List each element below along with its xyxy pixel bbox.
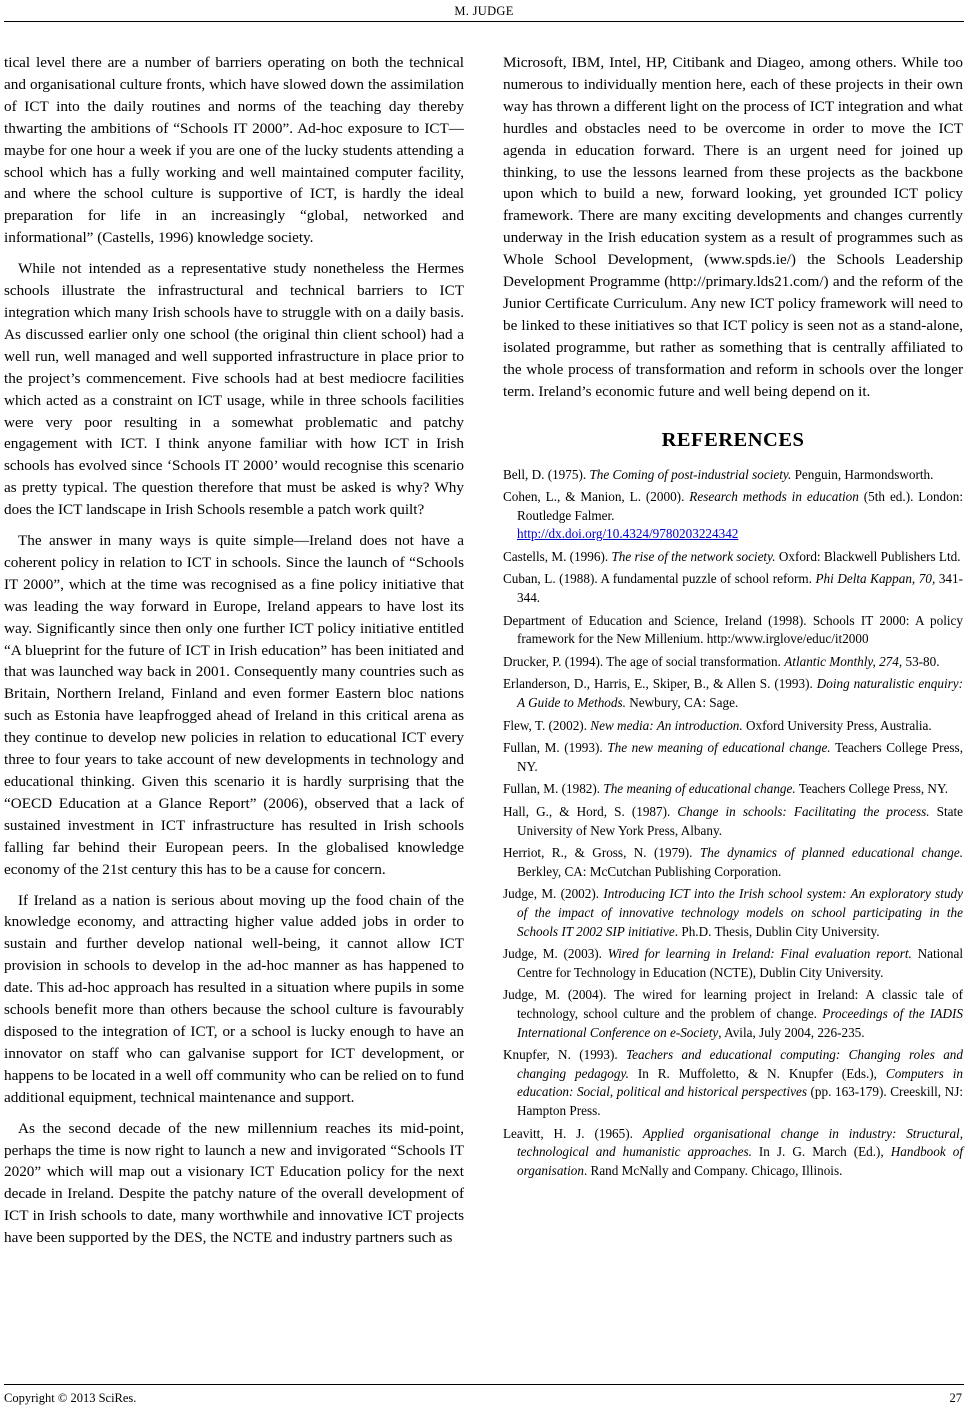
reference-text: Knupfer, N. (1993). <box>503 1047 627 1063</box>
reference-text: National Centre for Technology in Education (NCTE), Dublin City University. <box>517 946 963 980</box>
right-column <box>503 52 963 1184</box>
reference-title: The new meaning of educational change. <box>607 740 831 756</box>
reference-title: Computers in education: Social, political and historical perspectives <box>517 1065 964 1100</box>
reference-text: Penguin, Harmondsworth. <box>791 466 934 482</box>
reference-entry <box>503 548 963 567</box>
reference-entry <box>503 1125 963 1181</box>
reference-title: Proceedings of the IADIS International Conference on e-Society <box>517 1005 963 1040</box>
reference-text: Cuban, L. (1988). A fundamental puzzle of school reform. <box>503 571 816 587</box>
reference-title: The dynamics of planned educational change. <box>699 845 963 861</box>
reference-text: Cohen, L., & Manion, L. (2000). <box>503 489 690 505</box>
reference-title: Introducing ICT into the Irish school system: An exploratory study of the impact of innovative technology models on school participating in the Schools IT 2002 SIP initiative <box>517 886 964 939</box>
reference-title: The meaning of educational change. <box>603 781 796 797</box>
body-paragraph: While not intended as a representative study nonetheless the Hermes schools illustrate the infrastructural and technical barriers to ICT integration which many Irish schools have to struggle with on a daily basis. As discussed earlier only one school (the original thin client school) had a well run, well managed and well supported infrastructure in place prior to the project’s commencement. Five schools had at best mediocre facilities which acted as a constraint on ICT usage, while in three schools facilities were very poor resulting in a somewhat problematic and patchy engagement with ICT. I think anyone familiar with how ICT in Irish schools has evolved since ‘Schools IT 2000’ would recognise this scenario as pretty typical. The question therefore that must be asked is why? Why does the ICT landscape in Irish Schools resemble a patch work quilt? <box>4 260 464 519</box>
body-paragraph: tical level there are a number of barriers operating on both the technical and organisational culture fronts, which have slowed down the assimilation of ICT into the daily routines and norms of the teaching day thereby thwarting the ambitions of “Schools IT 2000”. Ad-hoc exposure to ICT—maybe for one hour a week if you are one of the lucky students attending a school which has a fully working and well maintained computer facility, and where the school culture is supportive of ICT, is hardly the ideal preparation for life in an increasingly “global, networked and informational” (Castells, 1996) knowledge society. <box>4 54 464 247</box>
reference-text: 341-344. <box>517 571 963 606</box>
body-paragraph: As the second decade of the new millennium reaches its mid-point, perhaps the time is now right to launch a new and invigorated “Schools IT 2020” which will map out a visionary ICT Education policy for the next decade in Ireland. Despite the patchy nature of the overall development of ICT in Irish schools to date, many worthwhile and innovative ICT projects have been supported by the DES, the NCTE and industry partners such as <box>4 1119 464 1247</box>
reference-text: Leavitt, H. J. (1965). <box>503 1125 643 1141</box>
reference-text: Castells, M. (1996). <box>503 548 612 564</box>
reference-text: Oxford: Blackwell Publishers Ltd. <box>775 548 961 564</box>
header-rule <box>4 21 964 22</box>
reference-title: Handbook of organisation <box>517 1144 963 1178</box>
reference-text: Fullan, M. (1982). <box>503 781 604 797</box>
reference-title: The Coming of post-industrial society. <box>589 466 792 482</box>
reference-text: Judge, M. (2003). <box>503 946 608 962</box>
reference-title: Teachers and educational computing: Changing roles and changing pedagogy. <box>517 1047 963 1081</box>
page-number: 27 <box>949 1391 962 1405</box>
reference-entry <box>503 488 963 544</box>
reference-text: Herriot, R., & Gross, N. (1979). <box>503 845 700 861</box>
reference-entry <box>503 466 963 485</box>
reference-entry <box>503 945 963 982</box>
reference-text: Judge, M. (2002). <box>503 886 604 902</box>
reference-text: Teachers College Press, NY. <box>517 740 963 774</box>
reference-text: , Avila, July 2004, 226-235. <box>718 1024 865 1040</box>
reference-entry <box>503 717 963 736</box>
reference-entry <box>503 653 963 672</box>
reference-title: Atlantic Monthly, 274, <box>784 653 903 669</box>
footer-rule <box>4 1384 964 1385</box>
reference-text: Hall, G., & Hord, S. (1987). <box>503 804 678 819</box>
body-paragraph: The answer in many ways is quite simple—Ireland does not have a coherent policy in relation to ICT in schools. Since the launch of “Schools IT 2000”, which at the time was recognised as a fine policy initiative that was leading the way forward in Europe, Ireland appears to have lost its way. Significantly since then only one further ICT policy initiative entitled “A blueprint for the future of ICT in Irish education” has been initiated and that was launched way back in 2001. Consequently many countries such as Britain, Northern Ireland, Finland and even former Eastern bloc nations such as Estonia have leapfrogged ahead of Ireland in this critical arena as they continue to develop new policies in relation to educational ICT every three to four years to take account of new developments in technology and educational thinking. Given this scenario it is hardly surprising that the “OECD Education at a Glance Report” (2006), observed that a lack of sustained investment in ICT infrastructure has resulted in Irish schools falling far behind their European peers. In the globalised knowledge economy of the 21st century this has to be a cause for concern. <box>4 532 464 878</box>
reference-title: Phi Delta Kappan, 70, <box>815 571 936 587</box>
reference-title: Applied organisational change in industry: Structural, technological and humanistic approaches. <box>517 1125 963 1160</box>
reference-title: Wired for learning in Ireland: Final evaluation report. <box>607 946 912 962</box>
body-paragraph: If Ireland as a nation is serious about moving up the food chain of the knowledge economy, and attracting higher value added jobs in order to sustain and further develop national well-being, it cannot allow ICT provision in schools to develop in the ad-hoc manner as has happened to date. This ad-hoc approach has resulted in a situation where pupils in some schools benefit more than others because the school culture is favourably disposed to the integration of ICT, or a school is lucky enough to have an innovator on staff who can galvanise support for ICT development, or happens to be located in a well off community who can be relied on to fund additional equipment, technical maintenance and support. <box>4 891 464 1106</box>
body-paragraph: Microsoft, IBM, Intel, HP, Citibank and Diageo, among others. While too numerous to individually mention here, each of these projects in their own way has thrown a different light on the process of ICT integration and what hurdles and obstacles need to be overcome in order to move the ICT agenda in education forward. There is an urgent need for joined up thinking, to use the lessons learned from these projects as the backbone upon which to build a new, forward looking, yet grounded ICT policy framework. There are many exciting developments and changes currently underway in the Irish education system as a result of programmes such as Whole School Development, (www.spds.ie/) the Schools Leadership Development Programme (http://primary.lds21.com/) and the reform of the Junior Certificate Curriculum. Any new ICT policy framework will need to be linked to these initiatives so that ICT policy is seen not as a stand-alone, isolated programme, but rather as something that is centrally affiliated to the whole process of transformation and reform in schools over the longer term. Ireland’s economic future and well being depend on it. <box>503 54 963 400</box>
reference-entry <box>503 803 963 840</box>
running-head: M. JUDGE <box>454 4 514 18</box>
reference-entry <box>503 986 963 1042</box>
reference-title: The rise of the network society. <box>611 548 776 564</box>
reference-text: (5th ed.). London: Routledge Falmer. <box>517 489 963 523</box>
reference-text: State University of New York Press, Albany. <box>517 804 964 838</box>
reference-text: Berkley, CA: McCutchan Publishing Corporation. <box>517 863 782 879</box>
reference-entry <box>503 780 963 799</box>
reference-text: Newbury, CA: Sage. <box>625 695 739 711</box>
reference-text: Judge, M. (2004). The wired for learning project in Ireland: A classic tale of technology, school culture and the problem of change. <box>503 987 963 1021</box>
reference-entry <box>503 675 963 712</box>
references-heading: REFERENCES <box>661 428 805 451</box>
reference-text: Bell, D. (1975). <box>503 466 590 482</box>
reference-text: Erlanderson, D., Harris, E., Skiper, B., & Allen S. (1993). <box>503 676 817 692</box>
reference-text: Fullan, M. (1993). <box>503 740 608 756</box>
reference-text: Department of Education and Science, Ireland (1998). Schools IT 2000: A policy framework for the New Millenium. http:/www.irglove/educ/it2000 <box>503 612 963 647</box>
reference-entry <box>503 570 963 607</box>
reference-title: Change in schools: Facilitating the process. <box>677 804 930 819</box>
reference-title: Doing naturalistic enquiry: A Guide to Methods. <box>517 676 963 711</box>
reference-text: In R. Muffoletto, & N. Knupfer (Eds.), <box>628 1065 886 1081</box>
reference-text: Teachers College Press, NY. <box>795 781 949 797</box>
reference-list <box>503 466 963 1181</box>
reference-entry <box>503 612 963 649</box>
reference-title: New media: An introduction. <box>590 717 743 733</box>
reference-text: Drucker, P. (1994). The age of social transformation. <box>503 653 785 669</box>
reference-entry <box>503 739 963 776</box>
reference-text: In J. G. March (Ed.), <box>751 1144 891 1160</box>
left-column <box>4 52 464 1258</box>
doi-link[interactable]: http://dx.doi.org/10.4324/9780203224342 <box>517 526 739 542</box>
reference-entry <box>503 844 963 881</box>
reference-text: Flew, T. (2002). <box>503 717 591 733</box>
reference-text: . Ph.D. Thesis, Dublin City University. <box>674 923 880 939</box>
copyright-notice: Copyright © 2013 SciRes. <box>4 1391 137 1405</box>
reference-text: 53-80. <box>902 653 940 669</box>
reference-entry <box>503 885 963 941</box>
reference-text: (pp. 163-179). Creeskill, NJ: Hampton Press. <box>517 1084 963 1118</box>
reference-title: Research methods in education <box>689 489 859 505</box>
reference-entry <box>503 1046 963 1120</box>
reference-text: . Rand McNally and Company. Chicago, Illinois. <box>583 1162 843 1178</box>
reference-text: Oxford University Press, Australia. <box>742 717 932 733</box>
